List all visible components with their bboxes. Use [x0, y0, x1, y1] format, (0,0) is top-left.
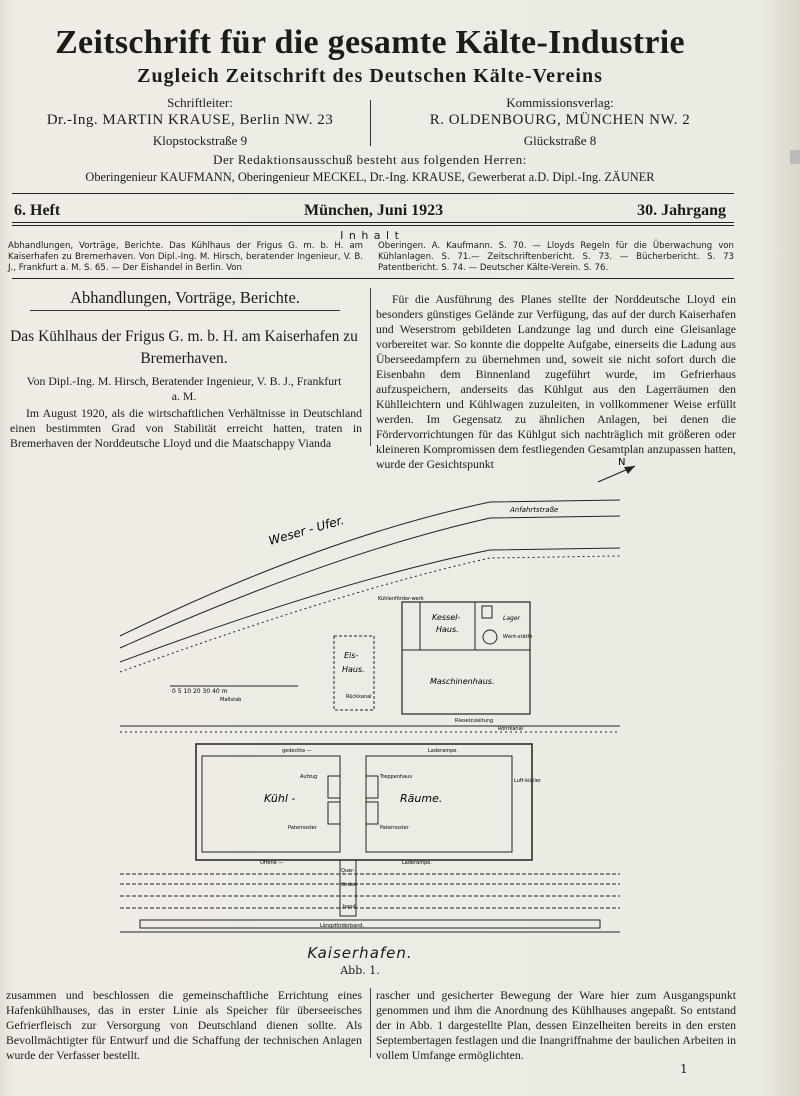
rohrkanal-label: Rohrkanal: [498, 726, 524, 732]
rule-contents: [12, 278, 734, 279]
paragraph-right-top: [376, 292, 736, 472]
aufzug-label: Aufzug: [300, 774, 318, 780]
figure-label: Abb. 1.: [340, 964, 380, 977]
issue-number: 6. Heft: [14, 202, 61, 219]
publisher-label: Kommissionsverlag:: [506, 95, 614, 110]
committee-members: Oberingenieur KAUFMANN, Oberingenieur MECKEL, Dr.-Ing. KRAUSE, Gewerberat a.D. Dipl.-Ing. ZÄUNER: [85, 170, 655, 184]
kuehlhaus-building: [196, 744, 532, 860]
column-divider-top: [370, 288, 371, 446]
paternoster-right: [366, 802, 378, 824]
paragraph-text: zusammen und beschlossen die gemeinschaftliche Errichtung eines Hafenkühlhauses, das in erster Linie als Speicher für überseeisches Gefrierfleisch zur Versorgung von Deutschland dienen sollte. Als Bevollmächtigter für Entwurf und die Schaffung der technischen Anlagen wurde der Verfasser bestellt.: [6, 988, 362, 1062]
quer-label: Quer-: [341, 868, 355, 874]
publisher-address: Glückstraße 8: [523, 133, 597, 148]
contents-right: Oberingen. A. Kaufmann. S. 70. — Lloyds Regeln für die Überwachung von Kühlanlagen. S. 71.— Zeitschriftenbericht. S. 73. — Bücherbericht. S. 73 Patentbericht. S. 74. — Deutscher Kälte-Verein. S. 76.: [378, 241, 734, 273]
boiler-circle: [483, 630, 497, 644]
scale-label: Maßstab: [220, 697, 242, 703]
rule-double: [12, 222, 734, 226]
stairs-right: [366, 776, 378, 798]
maschinen-label: Maschinenhaus.: [430, 677, 495, 686]
weser-label: Weser - Ufer.: [266, 512, 346, 548]
anfahrt-label: Anfahrtstraße: [510, 506, 559, 514]
laderampe-top-label: Laderampe.: [428, 748, 458, 754]
laderampe-bottom-label: Laderampe.: [402, 860, 432, 866]
paternoster-left-label: Paternoster: [288, 825, 317, 831]
article-author: Von Dipl.-Ing. M. Hirsch, Beratender Ingenieur, V. B. J., Frankfurt a. M.: [26, 374, 342, 403]
paragraph-text: Im August 1920, als die wirtschaftlichen Verhältnisse in Deutschland einen bestimmten Grad von Stabilität erreicht hatten, traten in Bremerhaven der Norddeutsche Lloyd und die Maatschappy Vianda: [10, 406, 362, 450]
committee-label: Der Redaktionsausschuß besteht aus folgenden Herren:: [213, 152, 527, 167]
elevator-left: [328, 776, 340, 798]
section-heading: Abhandlungen, Vorträge, Berichte.: [70, 288, 300, 307]
contents-left: Abhandlungen, Vorträge, Berichte. Das Kühlhaus der Frigus G. m. b. H. am Kaiserhafen zu Bremerhaven. Von Dipl.-Ing. M. Hirsch, beratender Ingenieur, V. B. J., Frankfurt a. M. S. 65. — Der Eishandel in Berlin. Von: [8, 241, 363, 273]
section-rule: [30, 310, 340, 311]
rule-top: [12, 193, 734, 194]
contents-heading: I n h a l t: [340, 229, 400, 242]
rail-ties-1: [120, 556, 620, 672]
page-number: 1: [680, 1062, 688, 1076]
scale-ticks: 0 5 10 20 30 40 m: [172, 688, 228, 695]
paragraph-text: rascher und gesicherter Bewegung der Ware hier zum Ausgangspunkt genommen und ihm die Anordnung des Kühlhauses angepaßt. So entstand der in Abb. 1 dargestellte Plan, dessen Einzelheiten bereits in den ersten Septembertagen festlagen und die Inangriffnahme der baulichen Arbeiten in vollem Umfange ermöglichten.: [376, 988, 736, 1062]
rieselkanal-label: Rieselzuleitung: [455, 718, 494, 724]
gedeckt-label: gedeckte —: [282, 748, 312, 754]
editor-address: Klopstockstraße 9: [152, 133, 248, 148]
chimney: [482, 606, 492, 618]
paragraph-left-top: [10, 406, 362, 451]
page-tab: [790, 150, 800, 164]
kessel-label-2: Haus.: [436, 625, 459, 634]
paternoster-right-label: Paternoster: [380, 825, 409, 831]
paternoster-left: [328, 802, 340, 824]
eis-label: Eis-: [344, 651, 359, 660]
paragraph-left-bottom: [6, 988, 362, 1063]
treppenhaus-label: Treppenhaus: [380, 774, 412, 780]
eis-label-2: Haus.: [342, 665, 365, 674]
journal-subtitle: Zugleich Zeitschrift des Deutschen Kälte-Vereins: [137, 65, 603, 87]
rail-line-1: [120, 548, 620, 662]
lager-label: Lager: [503, 615, 520, 622]
laengs-label: Längsförderband.: [320, 923, 365, 929]
laengsfoerderband: [140, 920, 600, 928]
kuehl-label: Kühl -: [264, 792, 296, 805]
road-line-2: [120, 516, 620, 648]
kessel-label: Kessel-: [432, 613, 461, 622]
masthead-divider: [370, 100, 371, 146]
rueckkanal-label: Rückkanal: [346, 694, 372, 700]
raeume-label: Räume.: [400, 792, 443, 805]
journal-title: Zeitschrift für die gesamte Kälte-Industrie: [55, 24, 685, 61]
site-plan-figure: [110, 450, 750, 970]
figure-caption: Kaiserhafen.: [307, 944, 413, 962]
paragraph-right-bottom: [376, 988, 736, 1063]
article-title: Das Kühlhaus der Frigus G. m. b. H. am Kaiserhafen zu Bremerhaven.: [10, 328, 358, 367]
paragraph-text: Für die Ausführung des Planes stellte der Norddeutsche Lloyd ein besonders günstiges Gelände zur Verfügung, das auf der durch Kaiserhafen und Weserstrom gebildeten Landzunge lag und durch eine Gleisanlage vorbereitet war. So konnte die doppelte Aufgabe, einerseits die Ladung aus Überseedampfern zu übernehmen und, soweit sie nicht sofort durch die Eisenbahn dem Binnenland zugeführt wurde, im Gefrierhaus aufzuspeichern, anderseits das Kühlgut aus den Lagerräumen den Kühlleichtern und Kühlwagen zuzuleiten, in vollkommener Weise erfüllt werden. Im Gegensatz zu ähnlichen Anlagen, bei denen die Fördervorrichtungen für das Kühlgut sich nachträglich mit größeren oder kleineren Kompromissen dem festliegenden Gesamtplan anzupassen hatten, wurde der Gesichtspunkt: [376, 292, 736, 471]
column-divider-bottom: [370, 988, 371, 1058]
band-label: band.: [343, 904, 358, 910]
foerder-label: förder-: [341, 882, 358, 888]
publisher-name: R. OLDENBOURG, MÜNCHEN NW. 2: [429, 112, 691, 128]
werk-label: Werk-stätte: [503, 634, 533, 640]
editor-name: Dr.-Ing. MARTIN KRAUSE, Berlin NW. 23: [46, 112, 334, 128]
issue-volume: 30. Jahrgang: [637, 202, 726, 219]
offene-label: Offene —: [260, 860, 284, 866]
kuehlenfoerder-label: Kühlenförder-werk: [378, 596, 424, 602]
issue-date: München, Juni 1923: [304, 202, 444, 219]
editor-label: Schriftleiter:: [167, 95, 233, 110]
north-label: N: [618, 457, 626, 468]
luft-label: Luft-kühler: [514, 778, 541, 784]
